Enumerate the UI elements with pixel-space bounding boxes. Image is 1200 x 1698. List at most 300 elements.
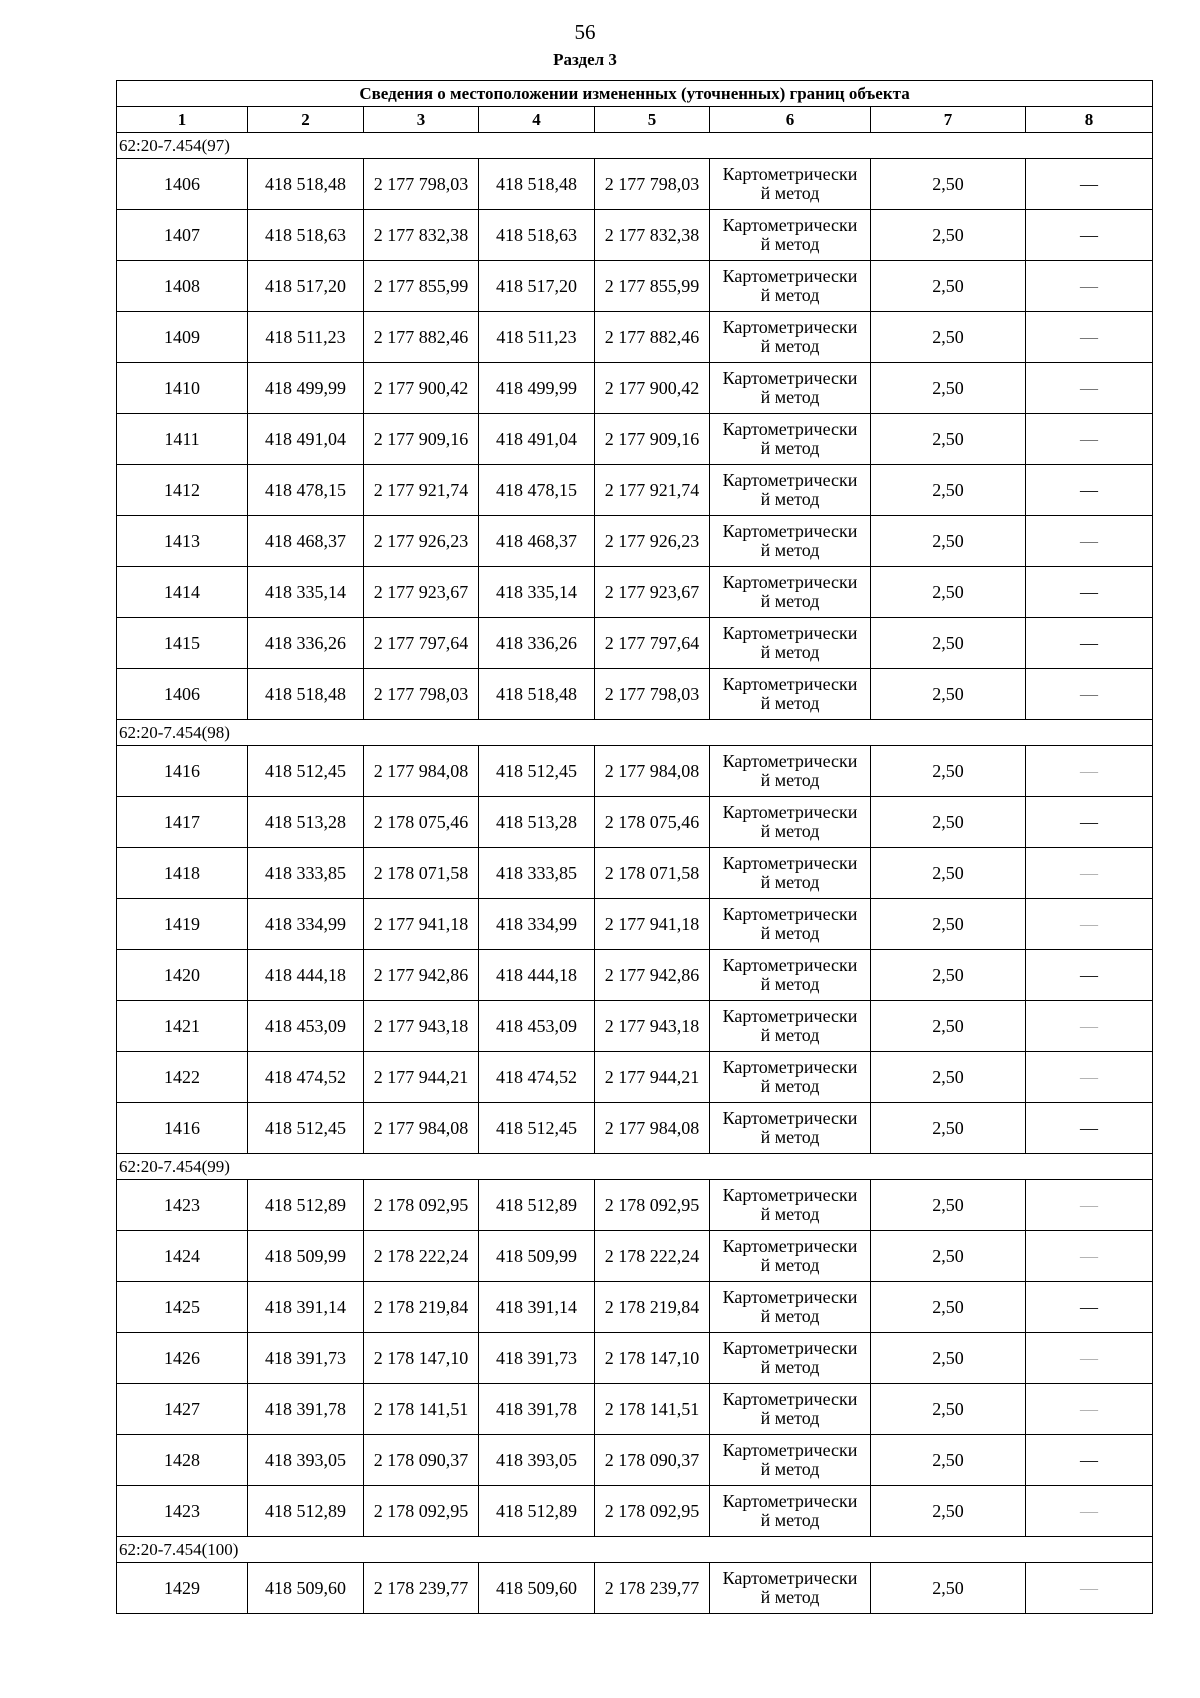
x-existing-cell: 418 334,99 <box>248 899 364 950</box>
point-number-cell: 1423 <box>117 1180 248 1231</box>
method-line-2: й метод <box>760 821 820 841</box>
point-number-cell: 1411 <box>117 414 248 465</box>
x-refined-cell: 418 335,14 <box>479 567 595 618</box>
point-number-cell: 1406 <box>117 159 248 210</box>
method-line-2: й метод <box>760 1587 820 1607</box>
column-8-cell: — <box>1026 746 1153 797</box>
method-cell <box>710 465 871 516</box>
column-8-cell: — <box>1026 1333 1153 1384</box>
y-refined-cell: 2 177 941,18 <box>595 899 710 950</box>
accuracy-cell: 2,50 <box>871 1384 1026 1435</box>
method-line-1: Картометрически <box>722 1236 858 1257</box>
method-cell <box>710 516 871 567</box>
column-8-cell: — <box>1026 1103 1153 1154</box>
x-refined-cell: 418 517,20 <box>479 261 595 312</box>
method-line-1: Картометрически <box>722 1568 858 1589</box>
table-row <box>117 1333 1153 1384</box>
method-cell <box>710 848 871 899</box>
table-row <box>117 261 1153 312</box>
x-existing-cell: 418 453,09 <box>248 1001 364 1052</box>
table-row <box>117 1001 1153 1052</box>
method-line-1: Картометрически <box>722 1006 858 1027</box>
column-8-cell: — <box>1026 1282 1153 1333</box>
y-existing-cell: 2 178 071,58 <box>364 848 479 899</box>
point-number-cell: 1415 <box>117 618 248 669</box>
y-existing-cell: 2 177 944,21 <box>364 1052 479 1103</box>
y-refined-cell: 2 177 798,03 <box>595 159 710 210</box>
table-row <box>117 1486 1153 1537</box>
group-label: 62:20-7.454(98) <box>117 720 1153 746</box>
point-number-cell: 1422 <box>117 1052 248 1103</box>
table-row <box>117 669 1153 720</box>
method-line-2: й метод <box>760 285 820 305</box>
table-row <box>117 210 1153 261</box>
method-line-2: й метод <box>760 591 820 611</box>
point-number-cell: 1428 <box>117 1435 248 1486</box>
method-line-2: й метод <box>760 642 820 662</box>
y-existing-cell: 2 178 092,95 <box>364 1486 479 1537</box>
x-existing-cell: 418 491,04 <box>248 414 364 465</box>
group-label: 62:20-7.454(99) <box>117 1154 1153 1180</box>
x-refined-cell: 418 474,52 <box>479 1052 595 1103</box>
x-refined-cell: 418 512,89 <box>479 1486 595 1537</box>
accuracy-cell: 2,50 <box>871 797 1026 848</box>
y-refined-cell: 2 178 071,58 <box>595 848 710 899</box>
method-cell <box>710 567 871 618</box>
y-refined-cell: 2 177 900,42 <box>595 363 710 414</box>
y-refined-cell: 2 177 926,23 <box>595 516 710 567</box>
column-number: 7 <box>871 107 1026 133</box>
point-number-cell: 1417 <box>117 797 248 848</box>
point-number-cell: 1419 <box>117 899 248 950</box>
table-row <box>117 848 1153 899</box>
accuracy-cell: 2,50 <box>871 210 1026 261</box>
accuracy-cell: 2,50 <box>871 1333 1026 1384</box>
method-line-2: й метод <box>760 1255 820 1275</box>
method-line-2: й метод <box>760 1510 820 1530</box>
method-cell <box>710 1282 871 1333</box>
accuracy-cell: 2,50 <box>871 899 1026 950</box>
point-number-cell: 1418 <box>117 848 248 899</box>
y-existing-cell: 2 177 882,46 <box>364 312 479 363</box>
column-8-cell: — <box>1026 1180 1153 1231</box>
point-number-cell: 1429 <box>117 1563 248 1614</box>
y-existing-cell: 2 177 941,18 <box>364 899 479 950</box>
column-8-cell: — <box>1026 669 1153 720</box>
y-existing-cell: 2 177 797,64 <box>364 618 479 669</box>
accuracy-cell: 2,50 <box>871 261 1026 312</box>
boundary-table <box>116 80 1153 1614</box>
y-existing-cell: 2 177 798,03 <box>364 159 479 210</box>
x-existing-cell: 418 335,14 <box>248 567 364 618</box>
table-row <box>117 1231 1153 1282</box>
x-refined-cell: 418 453,09 <box>479 1001 595 1052</box>
group-label: 62:20-7.454(100) <box>117 1537 1153 1563</box>
method-cell <box>710 1384 871 1435</box>
method-line-2: й метод <box>760 1076 820 1096</box>
method-line-1: Картометрически <box>722 572 858 593</box>
column-8-cell: — <box>1026 618 1153 669</box>
point-number-cell: 1424 <box>117 1231 248 1282</box>
column-8-cell: — <box>1026 797 1153 848</box>
table-row <box>117 159 1153 210</box>
y-existing-cell: 2 177 923,67 <box>364 567 479 618</box>
method-line-1: Картометрически <box>722 674 858 695</box>
x-refined-cell: 418 334,99 <box>479 899 595 950</box>
column-8-cell: — <box>1026 414 1153 465</box>
method-line-2: й метод <box>760 1357 820 1377</box>
x-refined-cell: 418 393,05 <box>479 1435 595 1486</box>
x-existing-cell: 418 333,85 <box>248 848 364 899</box>
method-line-2: й метод <box>760 387 820 407</box>
column-number: 3 <box>364 107 479 133</box>
method-line-2: й метод <box>760 1127 820 1147</box>
method-cell <box>710 312 871 363</box>
method-cell <box>710 1052 871 1103</box>
x-refined-cell: 418 491,04 <box>479 414 595 465</box>
x-refined-cell: 418 444,18 <box>479 950 595 1001</box>
method-cell <box>710 950 871 1001</box>
method-line-2: й метод <box>760 1408 820 1428</box>
x-existing-cell: 418 518,48 <box>248 669 364 720</box>
method-cell <box>710 1180 871 1231</box>
y-existing-cell: 2 177 798,03 <box>364 669 479 720</box>
method-line-2: й метод <box>760 183 820 203</box>
table-row <box>117 1103 1153 1154</box>
y-existing-cell: 2 178 239,77 <box>364 1563 479 1614</box>
x-refined-cell: 418 518,63 <box>479 210 595 261</box>
y-refined-cell: 2 177 944,21 <box>595 1052 710 1103</box>
column-8-cell: — <box>1026 1052 1153 1103</box>
table-row <box>117 567 1153 618</box>
method-line-2: й метод <box>760 1306 820 1326</box>
y-refined-cell: 2 177 921,74 <box>595 465 710 516</box>
method-line-2: й метод <box>760 1204 820 1224</box>
x-existing-cell: 418 393,05 <box>248 1435 364 1486</box>
x-existing-cell: 418 468,37 <box>248 516 364 567</box>
table-row <box>117 618 1153 669</box>
x-existing-cell: 418 391,73 <box>248 1333 364 1384</box>
method-line-1: Картометрически <box>722 1389 858 1410</box>
method-cell <box>710 363 871 414</box>
method-line-2: й метод <box>760 693 820 713</box>
method-line-1: Картометрически <box>722 368 858 389</box>
y-existing-cell: 2 177 984,08 <box>364 746 479 797</box>
table-row <box>117 312 1153 363</box>
section-title: Раздел 3 <box>553 50 617 69</box>
accuracy-cell: 2,50 <box>871 1001 1026 1052</box>
x-existing-cell: 418 518,48 <box>248 159 364 210</box>
table-row <box>117 516 1153 567</box>
point-number-cell: 1420 <box>117 950 248 1001</box>
y-existing-cell: 2 178 075,46 <box>364 797 479 848</box>
y-existing-cell: 2 178 219,84 <box>364 1282 479 1333</box>
y-existing-cell: 2 178 141,51 <box>364 1384 479 1435</box>
method-line-1: Картометрически <box>722 853 858 874</box>
method-cell <box>710 261 871 312</box>
accuracy-cell: 2,50 <box>871 414 1026 465</box>
y-refined-cell: 2 177 797,64 <box>595 618 710 669</box>
method-line-2: й метод <box>760 540 820 560</box>
y-refined-cell: 2 178 147,10 <box>595 1333 710 1384</box>
x-refined-cell: 418 512,89 <box>479 1180 595 1231</box>
method-line-1: Картометрически <box>722 1440 858 1461</box>
table-row <box>117 1384 1153 1435</box>
accuracy-cell: 2,50 <box>871 465 1026 516</box>
y-refined-cell: 2 178 141,51 <box>595 1384 710 1435</box>
x-existing-cell: 418 391,78 <box>248 1384 364 1435</box>
method-cell <box>710 746 871 797</box>
y-existing-cell: 2 177 900,42 <box>364 363 479 414</box>
x-existing-cell: 418 511,23 <box>248 312 364 363</box>
accuracy-cell: 2,50 <box>871 516 1026 567</box>
table-row <box>117 465 1153 516</box>
table-row <box>117 414 1153 465</box>
method-line-1: Картометрически <box>722 955 858 976</box>
method-line-2: й метод <box>760 336 820 356</box>
group-header-row <box>117 1537 1153 1563</box>
method-line-1: Картометрически <box>722 215 858 236</box>
method-cell <box>710 797 871 848</box>
column-8-cell: — <box>1026 950 1153 1001</box>
column-number: 4 <box>479 107 595 133</box>
method-cell <box>710 669 871 720</box>
x-existing-cell: 418 512,89 <box>248 1486 364 1537</box>
x-refined-cell: 418 468,37 <box>479 516 595 567</box>
method-cell <box>710 1435 871 1486</box>
y-refined-cell: 2 178 219,84 <box>595 1282 710 1333</box>
y-refined-cell: 2 178 092,95 <box>595 1486 710 1537</box>
accuracy-cell: 2,50 <box>871 669 1026 720</box>
accuracy-cell: 2,50 <box>871 363 1026 414</box>
y-refined-cell: 2 177 798,03 <box>595 669 710 720</box>
method-line-2: й метод <box>760 489 820 509</box>
x-refined-cell: 418 499,99 <box>479 363 595 414</box>
column-8-cell: — <box>1026 1231 1153 1282</box>
y-existing-cell: 2 177 984,08 <box>364 1103 479 1154</box>
method-line-1: Картометрически <box>722 1491 858 1512</box>
method-line-1: Картометрически <box>722 1338 858 1359</box>
accuracy-cell: 2,50 <box>871 159 1026 210</box>
accuracy-cell: 2,50 <box>871 618 1026 669</box>
table-row <box>117 1052 1153 1103</box>
accuracy-cell: 2,50 <box>871 1282 1026 1333</box>
method-line-1: Картометрически <box>722 1108 858 1129</box>
x-refined-cell: 418 518,48 <box>479 159 595 210</box>
group-header-row <box>117 1154 1153 1180</box>
method-line-1: Картометрически <box>722 317 858 338</box>
column-8-cell: — <box>1026 363 1153 414</box>
table-row <box>117 1435 1153 1486</box>
method-cell <box>710 1563 871 1614</box>
method-cell <box>710 210 871 261</box>
x-refined-cell: 418 518,48 <box>479 669 595 720</box>
y-existing-cell: 2 177 943,18 <box>364 1001 479 1052</box>
method-line-2: й метод <box>760 974 820 994</box>
accuracy-cell: 2,50 <box>871 1435 1026 1486</box>
method-line-1: Картометрически <box>722 904 858 925</box>
point-number-cell: 1423 <box>117 1486 248 1537</box>
table-row <box>117 1563 1153 1614</box>
accuracy-cell: 2,50 <box>871 848 1026 899</box>
y-existing-cell: 2 178 147,10 <box>364 1333 479 1384</box>
table-caption-row <box>117 81 1153 107</box>
point-number-cell: 1421 <box>117 1001 248 1052</box>
y-existing-cell: 2 178 092,95 <box>364 1180 479 1231</box>
column-8-cell: — <box>1026 1001 1153 1052</box>
column-number: 1 <box>117 107 248 133</box>
point-number-cell: 1414 <box>117 567 248 618</box>
y-refined-cell: 2 177 909,16 <box>595 414 710 465</box>
page-number: 56 <box>574 20 596 44</box>
point-number-cell: 1416 <box>117 746 248 797</box>
table-row <box>117 797 1153 848</box>
point-number-cell: 1409 <box>117 312 248 363</box>
method-cell <box>710 1333 871 1384</box>
accuracy-cell: 2,50 <box>871 950 1026 1001</box>
point-number-cell: 1425 <box>117 1282 248 1333</box>
x-refined-cell: 418 511,23 <box>479 312 595 363</box>
x-existing-cell: 418 499,99 <box>248 363 364 414</box>
accuracy-cell: 2,50 <box>871 567 1026 618</box>
table-row <box>117 1180 1153 1231</box>
accuracy-cell: 2,50 <box>871 1180 1026 1231</box>
column-8-cell: — <box>1026 1486 1153 1537</box>
x-existing-cell: 418 336,26 <box>248 618 364 669</box>
method-cell <box>710 899 871 950</box>
y-existing-cell: 2 177 909,16 <box>364 414 479 465</box>
method-line-1: Картометрически <box>722 419 858 440</box>
y-refined-cell: 2 177 943,18 <box>595 1001 710 1052</box>
column-number-row <box>117 107 1153 133</box>
y-refined-cell: 2 178 239,77 <box>595 1563 710 1614</box>
accuracy-cell: 2,50 <box>871 1103 1026 1154</box>
method-line-2: й метод <box>760 1459 820 1479</box>
table-row <box>117 950 1153 1001</box>
table-row <box>117 363 1153 414</box>
method-line-1: Картометрически <box>722 521 858 542</box>
x-existing-cell: 418 517,20 <box>248 261 364 312</box>
x-existing-cell: 418 513,28 <box>248 797 364 848</box>
group-header-row <box>117 133 1153 159</box>
column-number: 5 <box>595 107 710 133</box>
method-line-2: й метод <box>760 770 820 790</box>
table-row <box>117 899 1153 950</box>
y-existing-cell: 2 177 832,38 <box>364 210 479 261</box>
column-8-cell: — <box>1026 312 1153 363</box>
table-row <box>117 1282 1153 1333</box>
method-line-1: Картометрически <box>722 1287 858 1308</box>
y-existing-cell: 2 177 855,99 <box>364 261 479 312</box>
method-line-2: й метод <box>760 872 820 892</box>
x-refined-cell: 418 333,85 <box>479 848 595 899</box>
column-number: 2 <box>248 107 364 133</box>
point-number-cell: 1407 <box>117 210 248 261</box>
y-refined-cell: 2 177 882,46 <box>595 312 710 363</box>
point-number-cell: 1426 <box>117 1333 248 1384</box>
method-line-2: й метод <box>760 1025 820 1045</box>
column-8-cell: — <box>1026 210 1153 261</box>
point-number-cell: 1412 <box>117 465 248 516</box>
point-number-cell: 1406 <box>117 669 248 720</box>
y-refined-cell: 2 177 984,08 <box>595 746 710 797</box>
method-line-2: й метод <box>760 438 820 458</box>
method-line-1: Картометрически <box>722 751 858 772</box>
y-refined-cell: 2 178 222,24 <box>595 1231 710 1282</box>
method-cell <box>710 414 871 465</box>
column-8-cell: — <box>1026 261 1153 312</box>
method-cell <box>710 1001 871 1052</box>
x-refined-cell: 418 478,15 <box>479 465 595 516</box>
x-existing-cell: 418 512,45 <box>248 746 364 797</box>
x-existing-cell: 418 512,89 <box>248 1180 364 1231</box>
y-refined-cell: 2 177 832,38 <box>595 210 710 261</box>
accuracy-cell: 2,50 <box>871 1486 1026 1537</box>
x-refined-cell: 418 509,60 <box>479 1563 595 1614</box>
x-existing-cell: 418 391,14 <box>248 1282 364 1333</box>
method-line-1: Картометрически <box>722 266 858 287</box>
method-line-1: Картометрически <box>722 802 858 823</box>
method-line-1: Картометрически <box>722 1185 858 1206</box>
x-existing-cell: 418 478,15 <box>248 465 364 516</box>
accuracy-cell: 2,50 <box>871 1231 1026 1282</box>
column-8-cell: — <box>1026 1563 1153 1614</box>
column-8-cell: — <box>1026 899 1153 950</box>
column-number: 8 <box>1026 107 1153 133</box>
x-existing-cell: 418 509,60 <box>248 1563 364 1614</box>
point-number-cell: 1416 <box>117 1103 248 1154</box>
y-refined-cell: 2 177 984,08 <box>595 1103 710 1154</box>
method-line-2: й метод <box>760 923 820 943</box>
table-caption: Сведения о местоположении измененных (уточненных) границ объекта <box>117 81 1153 107</box>
x-refined-cell: 418 391,14 <box>479 1282 595 1333</box>
x-existing-cell: 418 512,45 <box>248 1103 364 1154</box>
point-number-cell: 1413 <box>117 516 248 567</box>
x-refined-cell: 418 512,45 <box>479 746 595 797</box>
method-line-1: Картометрически <box>722 623 858 644</box>
y-refined-cell: 2 178 092,95 <box>595 1180 710 1231</box>
y-existing-cell: 2 177 926,23 <box>364 516 479 567</box>
x-refined-cell: 418 509,99 <box>479 1231 595 1282</box>
x-refined-cell: 418 391,73 <box>479 1333 595 1384</box>
x-refined-cell: 418 512,45 <box>479 1103 595 1154</box>
method-line-1: Картометрически <box>722 1057 858 1078</box>
accuracy-cell: 2,50 <box>871 1563 1026 1614</box>
group-header-row <box>117 720 1153 746</box>
x-existing-cell: 418 444,18 <box>248 950 364 1001</box>
point-number-cell: 1408 <box>117 261 248 312</box>
column-8-cell: — <box>1026 159 1153 210</box>
x-refined-cell: 418 513,28 <box>479 797 595 848</box>
column-8-cell: — <box>1026 516 1153 567</box>
y-existing-cell: 2 178 222,24 <box>364 1231 479 1282</box>
accuracy-cell: 2,50 <box>871 312 1026 363</box>
point-number-cell: 1427 <box>117 1384 248 1435</box>
y-existing-cell: 2 177 942,86 <box>364 950 479 1001</box>
x-existing-cell: 418 474,52 <box>248 1052 364 1103</box>
x-existing-cell: 418 509,99 <box>248 1231 364 1282</box>
column-8-cell: — <box>1026 567 1153 618</box>
x-existing-cell: 418 518,63 <box>248 210 364 261</box>
accuracy-cell: 2,50 <box>871 746 1026 797</box>
y-refined-cell: 2 178 090,37 <box>595 1435 710 1486</box>
method-cell <box>710 1486 871 1537</box>
method-line-1: Картометрически <box>722 470 858 491</box>
method-cell <box>710 1103 871 1154</box>
column-8-cell: — <box>1026 465 1153 516</box>
method-cell <box>710 159 871 210</box>
y-existing-cell: 2 178 090,37 <box>364 1435 479 1486</box>
